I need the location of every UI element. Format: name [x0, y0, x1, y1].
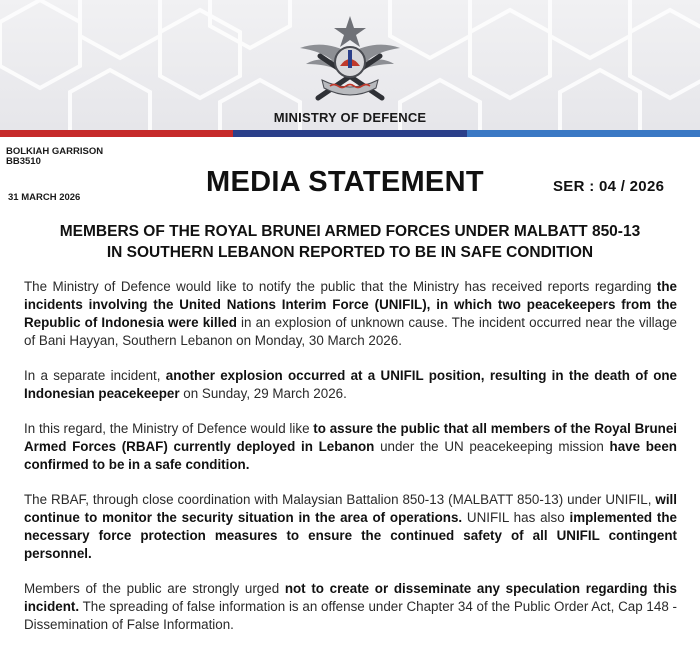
p1-text-a: The Ministry of Defence would like to notify the public that the Ministry has received reports regarding	[24, 279, 657, 294]
navy-stripe	[233, 130, 467, 137]
statement-body	[24, 278, 677, 651]
p5-text-c: The spreading of false information is an offense under Chapter 34 of the Public Order Act, Cap 148 - Dissemination of False Information.	[24, 599, 677, 632]
headline	[20, 221, 680, 263]
p2-text-c: on Sunday, 29 March 2026.	[179, 386, 347, 401]
paragraph-3	[24, 420, 677, 474]
tricolor-stripe	[0, 130, 700, 137]
p1-text-c: in an explosion of unknown cause. The incident occurred near the village of Bani Hayyan, Southern Lebanon on Monday, 30 March 2026.	[24, 315, 677, 348]
address-line-1: BOLKIAH GARRISON	[6, 146, 104, 157]
headline-line-2: IN SOUTHERN LEBANON REPORTED TO BE IN SAFE CONDITION	[106, 244, 594, 261]
letterhead	[0, 0, 700, 130]
ministry-name: MINISTRY OF DEFENCE	[273, 110, 427, 125]
p4-text-a: The RBAF, through close coordination with Malaysian Battalion 850-13 (MALBATT 850-13) under UNIFIL,	[24, 492, 656, 507]
statement-date: 31 MARCH 2026	[8, 192, 81, 203]
paragraph-5	[24, 580, 677, 634]
armed-forces-crest-icon	[296, 14, 404, 106]
address-block	[6, 147, 103, 167]
p3-text-a: In this regard, the Ministry of Defence would like	[24, 421, 314, 436]
serial-number: SER : 04 / 2026	[553, 178, 665, 195]
blue-stripe	[467, 130, 700, 137]
headline-line-1: MEMBERS OF THE ROYAL BRUNEI ARMED FORCES UNDER MALBATT 850-13	[59, 223, 641, 240]
p2-text-a: In a separate incident,	[24, 368, 166, 383]
p4-bold-b: will continue to monitor the security situation in the area of operations.	[24, 492, 677, 525]
p4-bold-d: implemented the necessary force protection measures to ensure the continued safety of all UNIFIL contingent personnel.	[24, 510, 677, 561]
red-stripe	[0, 130, 233, 137]
p2-bold-b: another explosion occurred at a UNIFIL position, resulting in the death of one Indonesian peacekeeper	[24, 368, 677, 401]
p5-text-a: Members of the public are strongly urged	[24, 581, 285, 596]
p3-text-c: under the UN peacekeeping mission	[374, 439, 610, 454]
p3-bold-d: have been confirmed to be in a safe condition.	[24, 439, 677, 472]
paragraph-4	[24, 491, 677, 563]
document-title: MEDIA STATEMENT	[206, 166, 484, 198]
address-line-2: BB3510	[6, 156, 41, 167]
p4-text-c: UNIFIL has also	[462, 510, 570, 525]
paragraph-2	[24, 367, 677, 403]
p5-bold-b: not to create or disseminate any speculation regarding this incident.	[24, 581, 678, 614]
p1-bold-b: the incidents involving the United Nations Interim Force (UNIFIL), in which two peacekeepers from the Republic of Indonesia were killed	[24, 279, 677, 330]
paragraph-1	[24, 278, 677, 350]
p3-bold-b: to assure the public that all members of the Royal Brunei Armed Forces (RBAF) currently deployed in Lebanon	[24, 421, 677, 454]
